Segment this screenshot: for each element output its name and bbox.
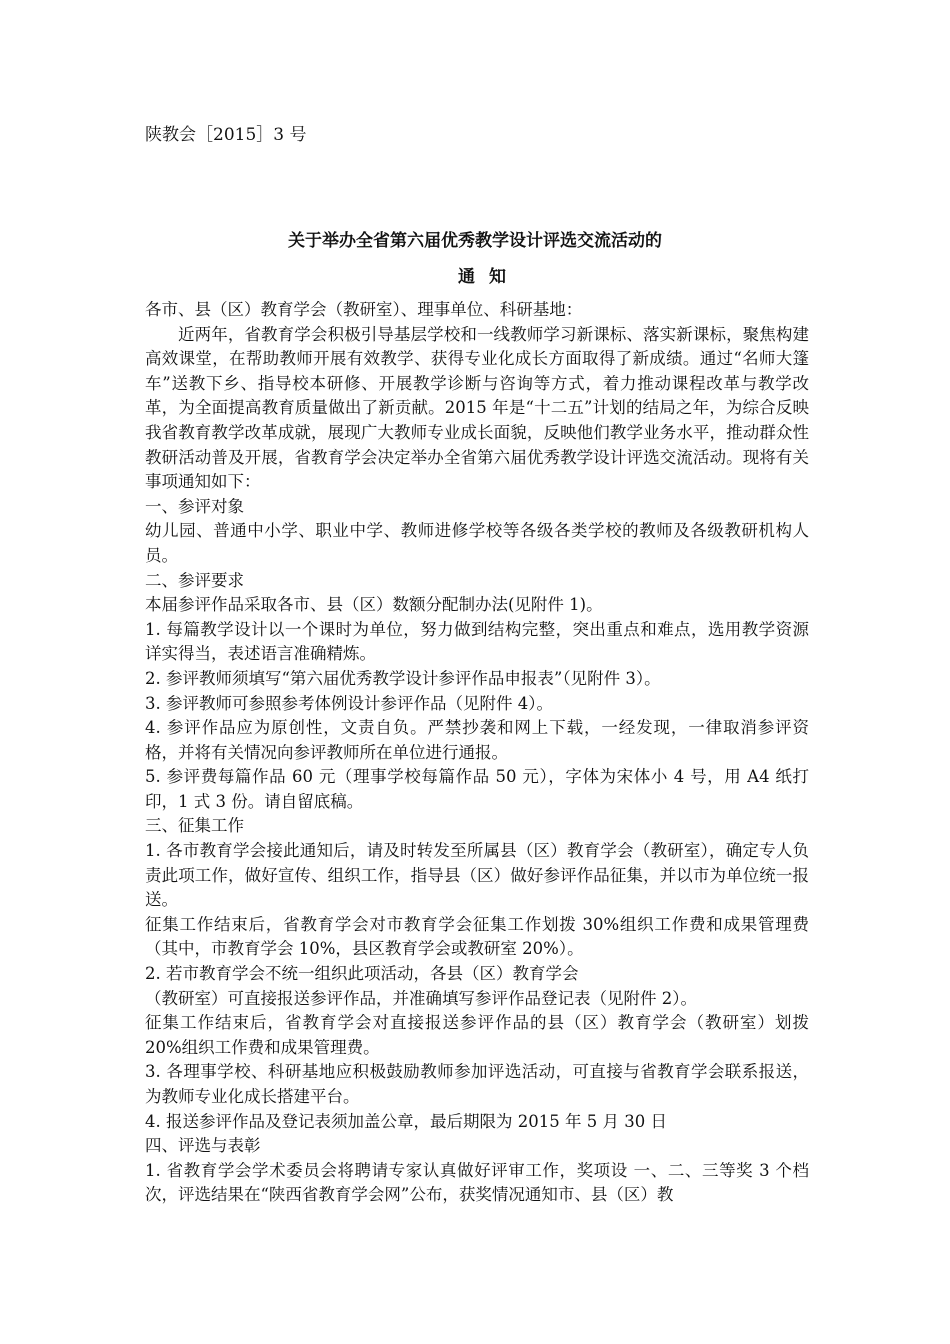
list-item: 2. 若市教育学会不统一组织此项活动，各县（区）教育学会 bbox=[145, 964, 579, 984]
section-heading: 二、参评要求 bbox=[145, 570, 244, 590]
paragraph: 征集工作结束后，省教育学会对市教育学会征集工作划拨 30%组织工作费和成果管理费（其中，市教育学会 10%，县区教育学会或教研室 20%）。 bbox=[145, 914, 809, 959]
document-number: 陕教会［2015］3 号 bbox=[145, 125, 307, 145]
list-item: 1. 每篇教学设计以一个课时为单位，努力做到结构完整，突出重点和难点，选用教学资源详实得当，表述语言准确精炼。 bbox=[145, 619, 809, 664]
list-item-continuation: （教研室）可直接报送参评作品，并准确填写参评作品登记表（见附件 2）。 bbox=[145, 988, 697, 1008]
paragraph: 征集工作结束后，省教育学会对直接报送参评作品的县（区）教育学会（教研室）划拨 20%组织工作费和成果管理费。 bbox=[145, 1013, 809, 1057]
list-item: 5. 参评费每篇作品 60 元（理事学校每篇作品 50 元），字体为宋体小 4 号，用 A4 纸打印，1 式 3 份。请自留底稿。 bbox=[145, 767, 809, 811]
list-item: 4. 参评作品应为原创性，文责自负。严禁抄袭和网上下载，一经发现，一律取消参评资格，并将有关情况向参评教师所在单位进行通报。 bbox=[145, 718, 809, 762]
list-item: 4. 报送参评作品及登记表须加盖公章，最后期限为 2015 年 5 月 30 日 bbox=[145, 1111, 667, 1131]
document-title: 关于举办全省第六届优秀教学设计评选交流活动的 bbox=[288, 231, 662, 251]
paragraph: 幼儿园、普通中小学、职业中学、教师进修学校等各级各类学校的教师及各级教研机构人员。 bbox=[145, 521, 809, 565]
section-heading: 四、评选与表彰 bbox=[145, 1136, 261, 1156]
list-item: 1. 省教育学会学术委员会将聘请专家认真做好评审工作，奖项设 一、二、三等奖 3 个档次，评选结果在“陕西省教育学会网”公布，获奖情况通知市、县（区）教 bbox=[145, 1160, 809, 1205]
document-subtitle: 通知 bbox=[458, 267, 520, 287]
paragraph: 本届参评作品采取各市、县（区）数额分配制办法(见附件 1)。 bbox=[145, 595, 603, 615]
intro-paragraph: 近两年，省教育学会积极引导基层学校和一线教师学习新课标、落实新课标，聚焦构建高效课堂，在帮助教师开展有效教学、获得专业化成长方面取得了新成绩。通过“名师大篷车”送教下乡、指导校本研修、开展教学诊断与咨询等方式，着力推动课程改革与教学改革，为全面提高教育质量做出了新贡献。2015 年是“十二五”计划的结局之年，为综合反映我省教育教学改革成就，展现广大教师专业成长面貌，反映他们教学业务水平，推动群众性教研活动普及开展，省教育学会决定举办全省第六届优秀教学设计评选交流活动。现将有关事项通知如下： bbox=[145, 324, 809, 492]
list-item: 1. 各市教育学会接此通知后，请及时转发至所属县（区）教育学会（教研室），确定专人负责此项工作，做好宣传、组织工作，指导县（区）做好参评作品征集，并以市为单位统一报送。 bbox=[145, 841, 809, 910]
list-item: 3. 各理事学校、科研基地应积极鼓励教师参加评选活动，可直接与省教育学会联系报送，为教师专业化成长搭建平台。 bbox=[145, 1062, 809, 1106]
list-item: 3. 参评教师可参照参考体例设计参评作品（见附件 4）。 bbox=[145, 693, 553, 713]
list-item: 2. 参评教师须填写“第六届优秀教学设计参评作品申报表”（见附件 3）。 bbox=[145, 668, 661, 688]
section-heading: 一、参评对象 bbox=[145, 496, 244, 516]
document-body bbox=[145, 298, 809, 1208]
section-heading: 三、征集工作 bbox=[145, 816, 244, 836]
salutation: 各市、县（区）教育学会（教研室）、理事单位、科研基地： bbox=[145, 300, 583, 319]
